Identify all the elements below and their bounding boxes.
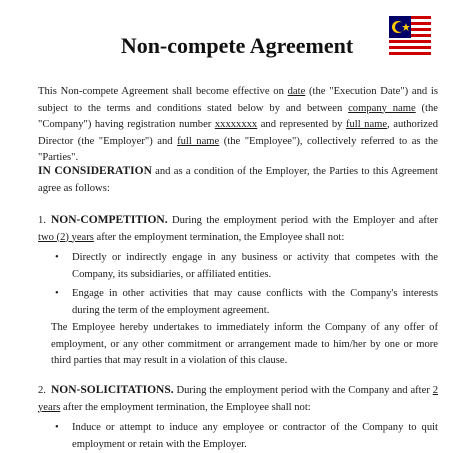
page-title: Non-compete Agreement: [120, 33, 354, 58]
list-item: [55, 420, 438, 453]
registration-number-placeholder: xxxxxxxx: [214, 119, 258, 130]
list-item-text: Directly or indirectly engage in any business or activity that competes with the Company, its subsidiaries, or affiliated entities.: [72, 252, 438, 280]
list-item-text: Induce or attempt to induce any employee or contractor of the Company to quit employment or retain with the Employer.: [72, 422, 438, 450]
section-heading: NON-SOLICITATIONS.: [51, 384, 174, 396]
consideration-heading: IN CONSIDERATION: [38, 165, 152, 177]
section-text: During the employment period with the Employer and after: [167, 215, 438, 226]
section-text: The Employee hereby undertakes to immediately inform the Company of any offer of employment, or any other commitment or arrangement made to him/her by one or more third parties that may result in a violation of this clause.: [51, 322, 438, 366]
intro-text: (the "Company") having registration number: [38, 102, 439, 130]
section-text: During the employment period with the Company and after: [173, 385, 433, 396]
intro-text: (the "Execution Date") and is subject to the terms and conditions stated below by and between: [38, 86, 438, 114]
list-item: [55, 286, 438, 319]
director-name-placeholder: full name: [345, 119, 388, 130]
consideration-paragraph: [38, 163, 438, 197]
section-2-intro: [38, 382, 438, 416]
section-text: after the employment termination, the Employee shall not:: [93, 231, 345, 243]
list-item-text: Engage in other activities that may cause conflicts with the Company's interests during the term of the employment agreement.: [72, 288, 438, 316]
date-placeholder: date: [287, 86, 306, 97]
term-placeholder: 2 years: [38, 385, 438, 413]
list-item: [55, 250, 438, 283]
section-heading: NON-COMPETITION.: [51, 214, 168, 226]
consideration-text: and as a condition of the Employer, the Parties to this Agreement agree as follows:: [38, 166, 438, 194]
intro-text: (the "Employee"), collectively referred to as the "Parties".: [38, 135, 438, 163]
section-number: 1.: [38, 215, 46, 226]
employee-name-placeholder: full name: [177, 135, 220, 147]
intro-text: This Non-compete Agreement shall become effective on: [38, 86, 288, 97]
section-number: 2.: [38, 385, 46, 396]
section-text: after the employment termination, the Employee shall not:: [60, 401, 311, 413]
term-placeholder: two (2) years: [38, 231, 94, 243]
section-1-intro: [38, 212, 438, 246]
intro-paragraph: [38, 84, 438, 167]
section-1-closing: [51, 320, 438, 370]
bullet-icon: •: [55, 422, 59, 433]
bullet-icon: •: [55, 252, 59, 263]
company-name-placeholder: company name: [348, 102, 416, 114]
intro-text: , authorized Director (the "Employer") and: [38, 119, 439, 147]
intro-text: and represented by: [257, 119, 346, 130]
bullet-icon: •: [55, 288, 59, 299]
